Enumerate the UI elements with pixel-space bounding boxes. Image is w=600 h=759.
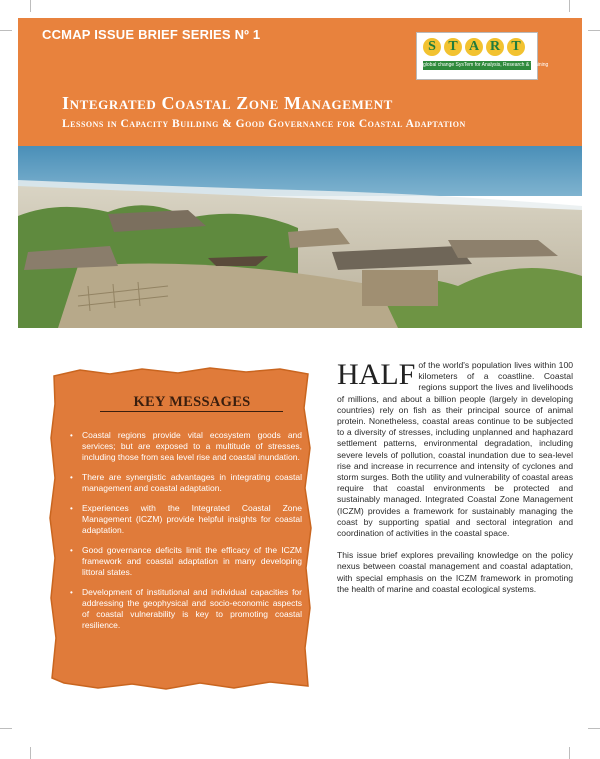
bullet-icon: • xyxy=(70,504,73,513)
list-item xyxy=(70,545,302,578)
crop-mark xyxy=(569,0,570,12)
crop-mark xyxy=(30,747,31,759)
start-logo xyxy=(416,32,549,80)
series-label: CCMAP ISSUE BRIEF SERIES Nº 1 xyxy=(42,27,261,42)
bullet-icon: • xyxy=(70,431,73,440)
bullet-icon: • xyxy=(70,588,73,597)
logo-letter: T xyxy=(507,38,525,56)
list-item-text: Experiences with the Integrated Coastal Zone Management (ICZM) provide helpful insights for coastal adaptation. xyxy=(82,503,302,535)
logo-letter: R xyxy=(486,38,504,56)
list-item-text: Coastal regions provide vital ecosystem goods and services; but are exposed to a multitude of stresses, including those from sea level rise and coastal inundation. xyxy=(82,430,302,462)
document-subtitle: Lessons in Capacity Building & Good Governance for Coastal Adaptation xyxy=(62,118,466,130)
hut-wall xyxy=(362,270,438,306)
logo-tagline: global change SysTem for Analysis, Research & Training xyxy=(423,62,549,68)
crop-mark xyxy=(30,0,31,12)
second-paragraph: This issue brief explores prevailing knowledge on the policy nexus between coastal management and coastal adaptation, with special emphasis on the ICZM framework in promoting the health of marine and coastal ecological systems. xyxy=(337,550,573,594)
key-messages-title: KEY MESSAGES xyxy=(133,394,251,410)
logo-letters xyxy=(423,38,525,56)
dropcap-word: HALF xyxy=(337,358,416,391)
list-item xyxy=(70,430,302,463)
logo-letter: A xyxy=(465,38,483,56)
crop-mark xyxy=(588,728,600,729)
intro-paragraph xyxy=(337,360,573,539)
key-messages-underline xyxy=(100,411,283,412)
key-messages-list xyxy=(70,430,302,640)
list-item-text: There are synergistic advantages in integrating coastal management and coastal adaptation. xyxy=(82,472,302,493)
body-text-column xyxy=(337,360,573,595)
list-item-text: Good governance deficits limit the efficacy of the ICZM framework and coastal adaptation in many developing littoral states. xyxy=(82,545,302,577)
crop-mark xyxy=(569,747,570,759)
document-title: Integrated Coastal Zone Management xyxy=(62,93,393,113)
intro-paragraph-text: of the world's population lives within 100 kilometers of a coastline. Coastal regions support the lives and livelihoods of millions, and about a billion people (largely in developing countries) rely on fish as their principal source of animal protein. Nonetheless, coastal areas continue to be subjected to a diversity of stresses, including unplanned and haphazard settlement patterns, environmental degradation, including severe levels of pollution, coastal inundation due to sea-level rise and increase in recurrence and intensity of cyclones and storm surges. Both the utility and vulnerability of coastal areas require that coastal environments be protected and sustainably managed. Integrated Coastal Zone Management (ICZM) provides a framework for sustainably managing the coast by supporting spatial and sectoral integration and coordination of activities in the coastal space. xyxy=(337,360,573,539)
list-item xyxy=(70,472,302,494)
coastal-village-photo xyxy=(18,146,582,328)
list-item-text: Development of institutional and individual capacities for addressing the geophysical and socio-economic aspects of coastal vulnerability is key to promoting coastal resilience. xyxy=(82,587,302,630)
logo-letter: T xyxy=(444,38,462,56)
crop-mark xyxy=(0,728,12,729)
list-item xyxy=(70,587,302,631)
logo-letter: S xyxy=(423,38,441,56)
crop-mark xyxy=(588,30,600,31)
bullet-icon: • xyxy=(70,473,73,482)
crop-mark xyxy=(0,30,12,31)
bullet-icon: • xyxy=(70,546,73,555)
list-item xyxy=(70,503,302,536)
